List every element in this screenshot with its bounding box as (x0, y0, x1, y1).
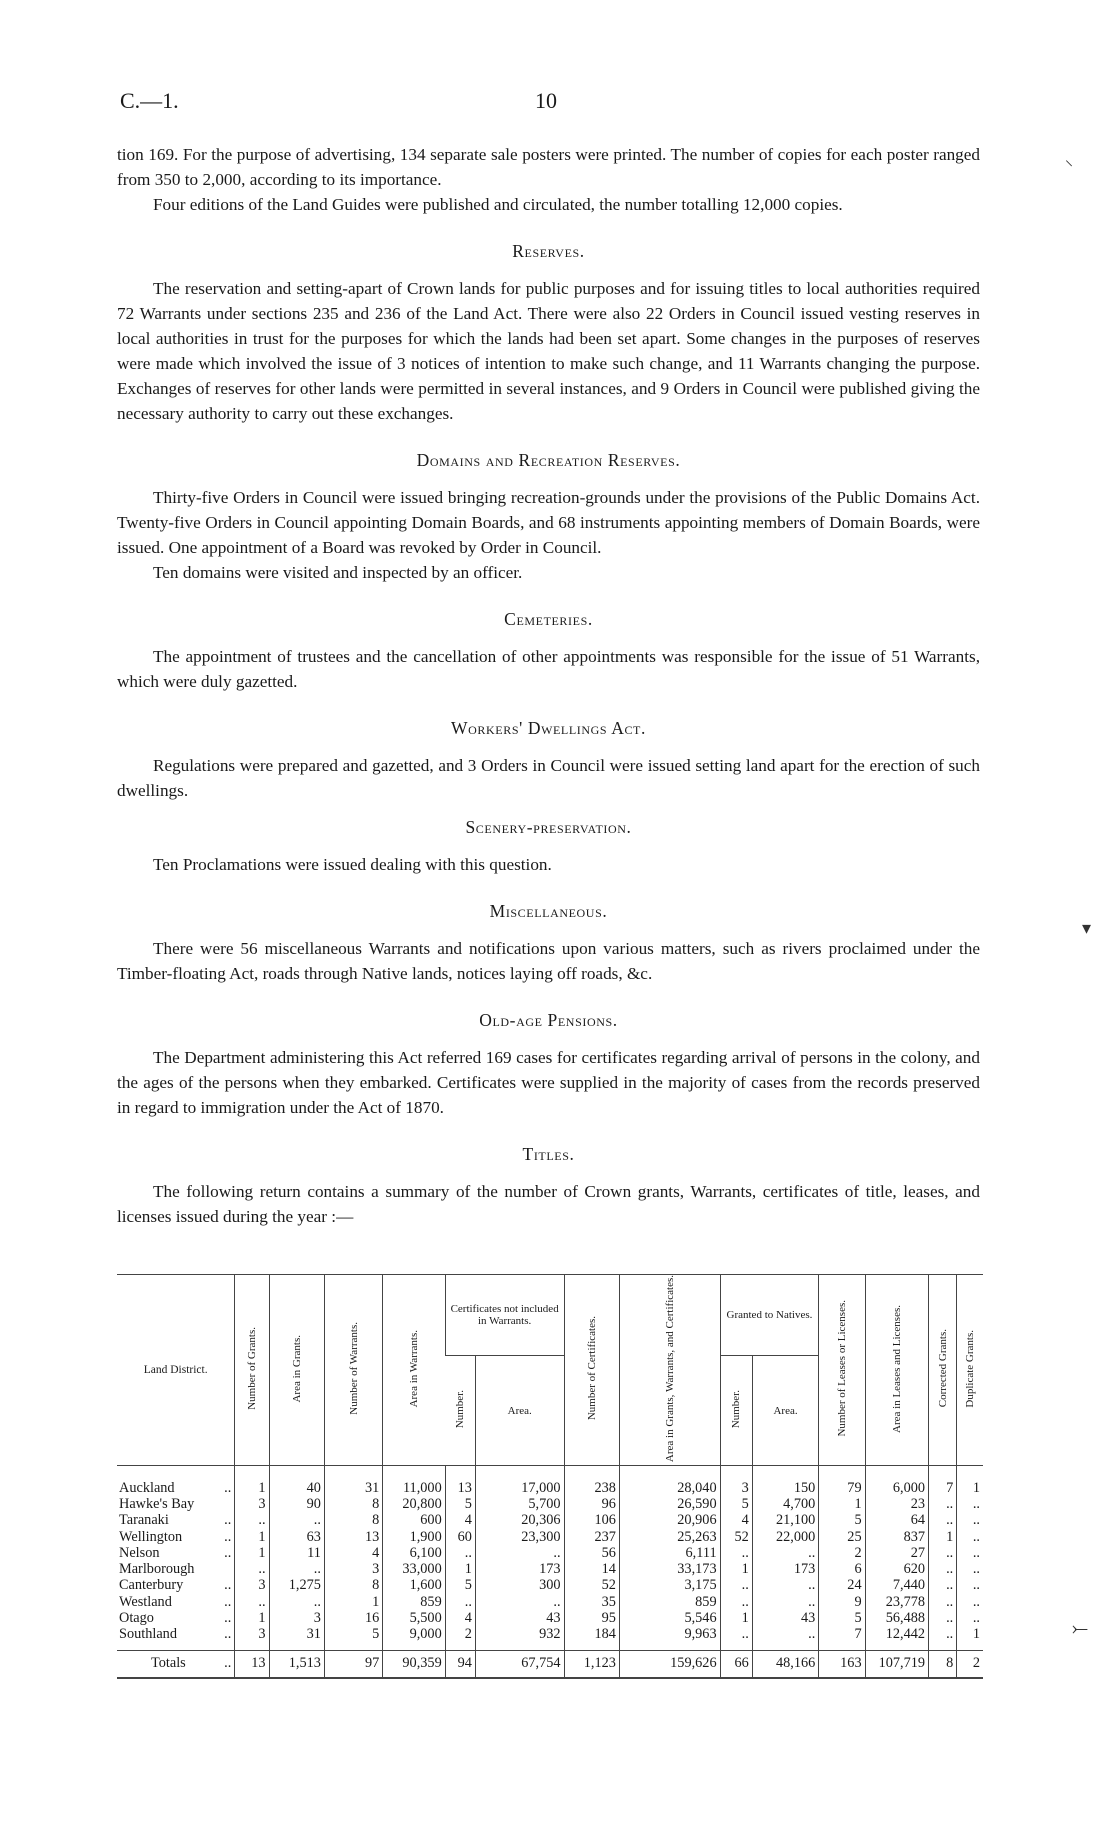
cell: .. (929, 1577, 957, 1593)
cell: 48,166 (752, 1651, 818, 1679)
table-row (117, 1594, 983, 1610)
table-row (117, 1545, 983, 1561)
col-header-num-leases: Number of Leases or Licenses. (819, 1275, 865, 1466)
cell: 3,175 (619, 1577, 720, 1593)
table-row (117, 1512, 983, 1528)
cell: 8 (929, 1651, 957, 1679)
section-heading-cemeteries: Cemeteries. (504, 609, 593, 629)
cell: 1 (235, 1545, 269, 1561)
cell: .. (235, 1512, 269, 1528)
col-header-num-warrants: Number of Warrants. (324, 1275, 382, 1466)
section-heading-titles: Titles. (522, 1144, 575, 1164)
cell: .. (235, 1561, 269, 1577)
cell: 932 (475, 1626, 564, 1651)
cell: .. (957, 1577, 983, 1593)
cell: .. (445, 1594, 475, 1610)
cell: 56 (564, 1545, 619, 1561)
paragraph: The appointment of trustees and the cancellation of other appointments was responsible for the issue of 51 Warrants, which were duly gazetted. (117, 647, 980, 691)
margin-mark-icon: ▾ (1082, 918, 1092, 939)
col-header-nat-area: Area. (752, 1356, 818, 1466)
cell: 1,513 (269, 1651, 324, 1679)
cell: .. (929, 1626, 957, 1651)
cell: 3 (235, 1626, 269, 1651)
cell: 600 (383, 1512, 445, 1528)
cell: .. (929, 1610, 957, 1626)
paragraph: Ten Proclamations were issued dealing with this question. (153, 855, 552, 874)
cell: 35 (564, 1594, 619, 1610)
paragraph: Ten domains were visited and inspected by an officer. (153, 563, 523, 582)
cell: 5 (445, 1577, 475, 1593)
body-text (117, 142, 980, 1229)
table-row (117, 1626, 983, 1651)
cell: .. (929, 1496, 957, 1512)
cell: .. (720, 1577, 752, 1593)
row-district: Taranaki .. (119, 1512, 232, 1529)
cell: 2 (819, 1545, 865, 1561)
col-header-duplicate: Duplicate Grants. (957, 1275, 983, 1466)
cell: .. (957, 1529, 983, 1545)
totals-row (117, 1651, 983, 1679)
cell: .. (475, 1545, 564, 1561)
cell: 5,546 (619, 1610, 720, 1626)
col-header-district: Land District. (117, 1275, 235, 1466)
section-heading-old-age-pensions: Old-age Pensions. (479, 1010, 618, 1030)
col-header-area-grants: Area in Grants. (269, 1275, 324, 1466)
margin-mark-icon: ⤚ (1072, 1616, 1088, 1640)
cell: 1,123 (564, 1651, 619, 1679)
cell: .. (957, 1545, 983, 1561)
col-header-corrected: Corrected Grants. (929, 1275, 957, 1466)
cell: 4 (445, 1610, 475, 1626)
cell: 1 (720, 1561, 752, 1577)
cell: 95 (564, 1610, 619, 1626)
cell: 5 (445, 1496, 475, 1512)
cell: 31 (324, 1466, 382, 1497)
table-row (117, 1466, 983, 1497)
row-district: Wellington .. (119, 1528, 232, 1545)
cell: 23 (865, 1496, 928, 1512)
row-district: Nelson .. (119, 1544, 232, 1561)
cell: 13 (324, 1529, 382, 1545)
cell: .. (929, 1545, 957, 1561)
cell: .. (752, 1545, 818, 1561)
cell: 79 (819, 1466, 865, 1497)
cell: 56,488 (865, 1610, 928, 1626)
paragraph: tion 169. For the purpose of advertising, 134 separate sale posters were printed. The number of copies for each poster ranged from 350 to 2,000, according to its importance. (117, 145, 980, 189)
cell: 20,906 (619, 1512, 720, 1528)
cell: 1,600 (383, 1577, 445, 1593)
cell: 17,000 (475, 1466, 564, 1497)
cell: 6,100 (383, 1545, 445, 1561)
cell: .. (957, 1496, 983, 1512)
cell: 300 (475, 1577, 564, 1593)
cell: 40 (269, 1466, 324, 1497)
cell: 13 (235, 1651, 269, 1679)
cell: .. (445, 1545, 475, 1561)
cell: 4 (324, 1545, 382, 1561)
cell: 3 (269, 1610, 324, 1626)
paragraph: Regulations were prepared and gazetted, and 3 Orders in Council were issued setting land apart for the erection of such dwellings. (117, 756, 980, 800)
cell: 52 (564, 1577, 619, 1593)
paragraph: Thirty-five Orders in Council were issued bringing recreation-grounds under the provisions of the Public Domains Act. Twenty-five Orders in Council appointing Domain Boards, and 68 instruments appointing members of Domain Boards, were issued. One appointment of a Board was revoked by Order in Council. (117, 488, 980, 557)
page-number: 10 (535, 88, 557, 113)
cell: 25,263 (619, 1529, 720, 1545)
document-code: C.—1. (120, 88, 179, 113)
table-row (117, 1529, 983, 1545)
cell: 9,000 (383, 1626, 445, 1651)
paragraph: The following return contains a summary of the number of Crown grants, Warrants, certificates of title, leases, and licenses issued during the year :— (117, 1182, 980, 1226)
col-group-certificates: Certificates not included in Warrants. (445, 1275, 564, 1356)
cell: .. (475, 1594, 564, 1610)
row-district: Southland .. (119, 1625, 232, 1642)
cell: 620 (865, 1561, 928, 1577)
cell: 837 (865, 1529, 928, 1545)
section-heading-reserves: Reserves. (512, 241, 585, 261)
cell: .. (929, 1561, 957, 1577)
cell: 90,359 (383, 1651, 445, 1679)
cell: 60 (445, 1529, 475, 1545)
cell: 97 (324, 1651, 382, 1679)
cell: 2 (445, 1626, 475, 1651)
cell: 11 (269, 1545, 324, 1561)
row-district: Hawke's Bay (119, 1496, 195, 1513)
cell: 63 (269, 1529, 324, 1545)
cell: 5 (819, 1610, 865, 1626)
cell: 1 (445, 1561, 475, 1577)
cell: .. (720, 1545, 752, 1561)
cell: 6 (819, 1561, 865, 1577)
cell: 64 (865, 1512, 928, 1528)
cell: 173 (475, 1561, 564, 1577)
cell: 31 (269, 1626, 324, 1651)
cell: 52 (720, 1529, 752, 1545)
col-header-area-leases: Area in Leases and Licenses. (865, 1275, 928, 1466)
cell: 23,778 (865, 1594, 928, 1610)
cell: 5 (819, 1512, 865, 1528)
cell: 27 (865, 1545, 928, 1561)
cell: 8 (324, 1577, 382, 1593)
cell: 1 (957, 1626, 983, 1651)
cell: 94 (445, 1651, 475, 1679)
col-header-area-warrants: Area in Warrants. (383, 1275, 445, 1466)
cell: 28,040 (619, 1466, 720, 1497)
cell: 4 (720, 1512, 752, 1528)
cell: .. (957, 1561, 983, 1577)
cell: 859 (383, 1594, 445, 1610)
cell: 7 (819, 1626, 865, 1651)
cell: 3 (235, 1577, 269, 1593)
cell: 1 (235, 1610, 269, 1626)
cell: 237 (564, 1529, 619, 1545)
row-district: Auckland .. (117, 1466, 235, 1497)
cell: 8 (324, 1496, 382, 1512)
cell: 106 (564, 1512, 619, 1528)
row-district: Marlborough (119, 1561, 195, 1578)
paragraph: The reservation and setting-apart of Crown lands for public purposes and for issuing titles to local authorities required 72 Warrants under sections 235 and 236 of the Land Act. There were also 22 Orders in Council issued vesting reserves in local authorities in trust for the purposes for which the lands had been set apart. Some changes in the purposes of reserves were made which involved the issue of 3 notices of intention to make such change, and 11 Warrants changing the purpose. Exchanges of reserves for other lands were permitted in several instances, and 9 Orders in Council were published giving the necessary authority to carry out these exchanges. (117, 279, 980, 423)
col-header-num-grants: Number of Grants. (235, 1275, 269, 1466)
cell: 4 (445, 1512, 475, 1528)
cell: 5 (324, 1626, 382, 1651)
cell: 96 (564, 1496, 619, 1512)
row-district: Westland .. (119, 1593, 232, 1610)
cell: 1 (324, 1594, 382, 1610)
cell: 24 (819, 1577, 865, 1593)
cell: .. (720, 1594, 752, 1610)
cell: 163 (819, 1651, 865, 1679)
cell: 5,500 (383, 1610, 445, 1626)
cell: 16 (324, 1610, 382, 1626)
col-header-area-gwc: Area in Grants, Warrants, and Certificates. (619, 1275, 720, 1466)
cell: .. (957, 1610, 983, 1626)
cell: 150 (752, 1466, 818, 1497)
row-district: Canterbury .. (119, 1577, 232, 1594)
cell: 43 (752, 1610, 818, 1626)
cell: 11,000 (383, 1466, 445, 1497)
cell: 22,000 (752, 1529, 818, 1545)
section-heading-domains: Domains and Recreation Reserves. (416, 450, 681, 470)
cell: 3 (720, 1466, 752, 1497)
cell: 20,306 (475, 1512, 564, 1528)
cell: .. (269, 1512, 324, 1528)
cell: 1 (235, 1529, 269, 1545)
cell: 43 (475, 1610, 564, 1626)
col-header-cert-number: Number. (445, 1356, 475, 1466)
cell: 3 (324, 1561, 382, 1577)
cell: 13 (445, 1466, 475, 1497)
cell: 90 (269, 1496, 324, 1512)
cell: 1 (957, 1466, 983, 1497)
table-row (117, 1610, 983, 1626)
cell: 1 (819, 1496, 865, 1512)
col-group-natives: Granted to Natives. (720, 1275, 819, 1356)
cell: 1 (929, 1529, 957, 1545)
paragraph: Four editions of the Land Guides were published and circulated, the number totalling 12,000 copies. (153, 195, 843, 214)
cell: 23,300 (475, 1529, 564, 1545)
cell: .. (752, 1594, 818, 1610)
section-heading-miscellaneous: Miscellaneous. (489, 901, 608, 921)
section-heading-workers-dwellings: Workers' Dwellings Act. (451, 718, 646, 738)
cell: 6,000 (865, 1466, 928, 1497)
cell: .. (269, 1561, 324, 1577)
cell: .. (929, 1594, 957, 1610)
col-header-num-certificates: Number of Certificates. (564, 1275, 619, 1466)
cell: 12,442 (865, 1626, 928, 1651)
cell: 1,900 (383, 1529, 445, 1545)
cell: 21,100 (752, 1512, 818, 1528)
cell: 9 (819, 1594, 865, 1610)
cell: .. (269, 1594, 324, 1610)
cell: 66 (720, 1651, 752, 1679)
cell: .. (752, 1626, 818, 1651)
section-heading-scenery: Scenery-preservation. (465, 817, 632, 837)
cell: 14 (564, 1561, 619, 1577)
table-row (117, 1561, 983, 1577)
paragraph: The Department administering this Act referred 169 cases for certificates regarding arrival of persons in the colony, and the ages of the persons when they embarked. Certificates were supplied in the majority of cases from the records preserved in regard to immigration under the Act of 1870. (117, 1048, 980, 1117)
cell: .. (957, 1594, 983, 1610)
cell: 1 (235, 1466, 269, 1497)
col-header-cert-area: Area. (475, 1356, 564, 1466)
cell: 1,275 (269, 1577, 324, 1593)
cell: 5,700 (475, 1496, 564, 1512)
cell: 7 (929, 1466, 957, 1497)
margin-mark-icon: ⸜ (1065, 150, 1074, 169)
cell: 26,590 (619, 1496, 720, 1512)
titles-return-table (117, 1274, 983, 1679)
cell: 1 (720, 1610, 752, 1626)
cell: 184 (564, 1626, 619, 1651)
cell: .. (720, 1626, 752, 1651)
cell: 67,754 (475, 1651, 564, 1679)
cell: 7,440 (865, 1577, 928, 1593)
cell: .. (235, 1594, 269, 1610)
paragraph: There were 56 miscellaneous Warrants and notifications upon various matters, such as rivers proclaimed under the Timber-floating Act, roads through Native lands, notices laying off roads, &c. (117, 939, 980, 983)
cell: 25 (819, 1529, 865, 1545)
col-header-nat-number: Number. (720, 1356, 752, 1466)
cell: 8 (324, 1512, 382, 1528)
cell: 173 (752, 1561, 818, 1577)
cell: 9,963 (619, 1626, 720, 1651)
cell: 33,173 (619, 1561, 720, 1577)
row-district: Otago .. (119, 1609, 232, 1626)
cell: .. (929, 1512, 957, 1528)
cell: 859 (619, 1594, 720, 1610)
table-row (117, 1577, 983, 1593)
cell: 159,626 (619, 1651, 720, 1679)
cell: 20,800 (383, 1496, 445, 1512)
cell: 3 (235, 1496, 269, 1512)
cell: 5 (720, 1496, 752, 1512)
cell: 238 (564, 1466, 619, 1497)
cell: .. (752, 1577, 818, 1593)
table-row (117, 1496, 983, 1512)
cell: .. (957, 1512, 983, 1528)
cell: 2 (957, 1651, 983, 1679)
cell: 33,000 (383, 1561, 445, 1577)
cell: 107,719 (865, 1651, 928, 1679)
cell: 6,111 (619, 1545, 720, 1561)
cell: 4,700 (752, 1496, 818, 1512)
totals-label: Totals .. (117, 1651, 235, 1679)
